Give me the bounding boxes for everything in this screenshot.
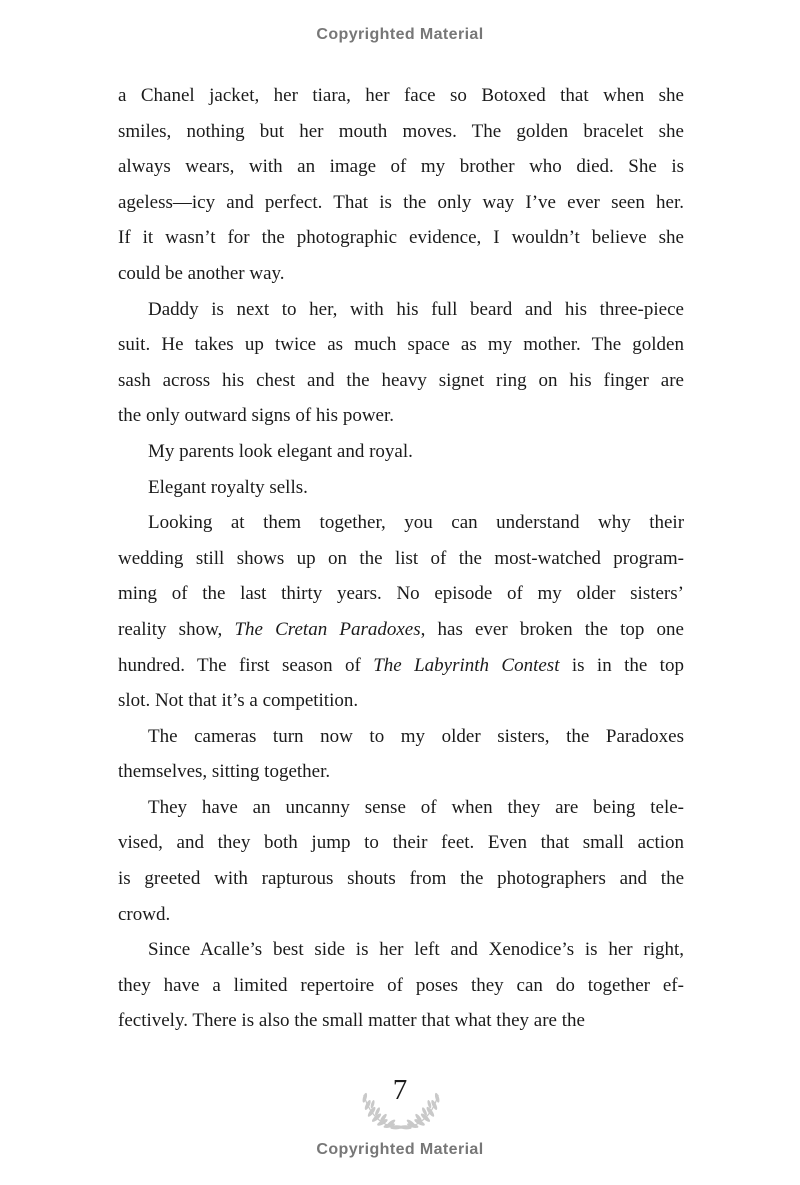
text-line: fectively. There is also the small matter that what they are the (118, 1010, 585, 1032)
page-number: 7 (392, 1074, 408, 1106)
text-line: sash across his chest and the heavy signet ring on his finger are (118, 369, 684, 391)
laurel-wreath-icon (356, 1086, 446, 1131)
paragraph (118, 434, 684, 470)
paragraph (118, 505, 684, 719)
paragraph (118, 470, 684, 506)
text-line: a Chanel jacket, her tiara, her face so Botoxed that when she (118, 85, 684, 106)
text-line: suit. He takes up twice as much space as my mother. The golden (118, 334, 684, 356)
text-line: slot. Not that it’s a competition. (118, 690, 359, 712)
text-line: wedding still shows up on the list of the most-watched program- (118, 547, 685, 569)
paragraph (118, 719, 684, 790)
paragraph (118, 790, 684, 932)
text-line: could be another way. (118, 262, 285, 284)
text-line: vised, and they both jump to their feet. Even that small action (118, 832, 685, 854)
text-line: they have a limited repertoire of poses they can do together ef- (118, 974, 684, 996)
text-line: ageless—icy and perfect. That is the only way I’ve ever seen her. (118, 191, 684, 213)
text-line: Daddy is next to her, with his full beard and his three-piece (148, 298, 684, 320)
text-line: Looking at them together, you can understand why their (148, 512, 685, 534)
text-line: always wears, with an image of my brother who died. She is (118, 156, 685, 178)
copyright-notice-bottom: Copyrighted Material (316, 1141, 484, 1158)
text-line: Elegant royalty sells. (148, 476, 308, 498)
text-line: the only outward signs of his power. (118, 405, 395, 427)
text-line: The cameras turn now to my older sisters, the Paradoxes (148, 725, 684, 747)
paragraph (118, 78, 684, 292)
text-line: ming of the last thirty years. No episode of my older sisters’ (118, 583, 684, 605)
text-line: crowd. (118, 903, 171, 925)
text-line: themselves, sitting together. (118, 761, 331, 783)
text-line: My parents look elegant and royal. (148, 440, 413, 462)
text-line: smiles, nothing but her mouth moves. The golden bracelet she (118, 120, 684, 142)
body-text (118, 78, 684, 1039)
text-line: hundred. The first season of The Labyrinth Contest is in the top (118, 654, 684, 676)
text-line: Since Acalle’s best side is her left and Xenodice’s is her right, (148, 939, 685, 961)
copyright-notice-top: Copyrighted Material (316, 26, 484, 43)
text-line: They have an uncanny sense of when they are being tele- (148, 796, 685, 818)
text-line: If it wasn’t for the photographic evidence, I wouldn’t believe she (118, 227, 684, 249)
text-line: reality show, The Cretan Paradoxes, has ever broken the top one (118, 618, 684, 640)
text-line: is greeted with rapturous shouts from the photographers and the (118, 868, 685, 890)
paragraph (118, 292, 684, 434)
paragraph (118, 932, 684, 1039)
